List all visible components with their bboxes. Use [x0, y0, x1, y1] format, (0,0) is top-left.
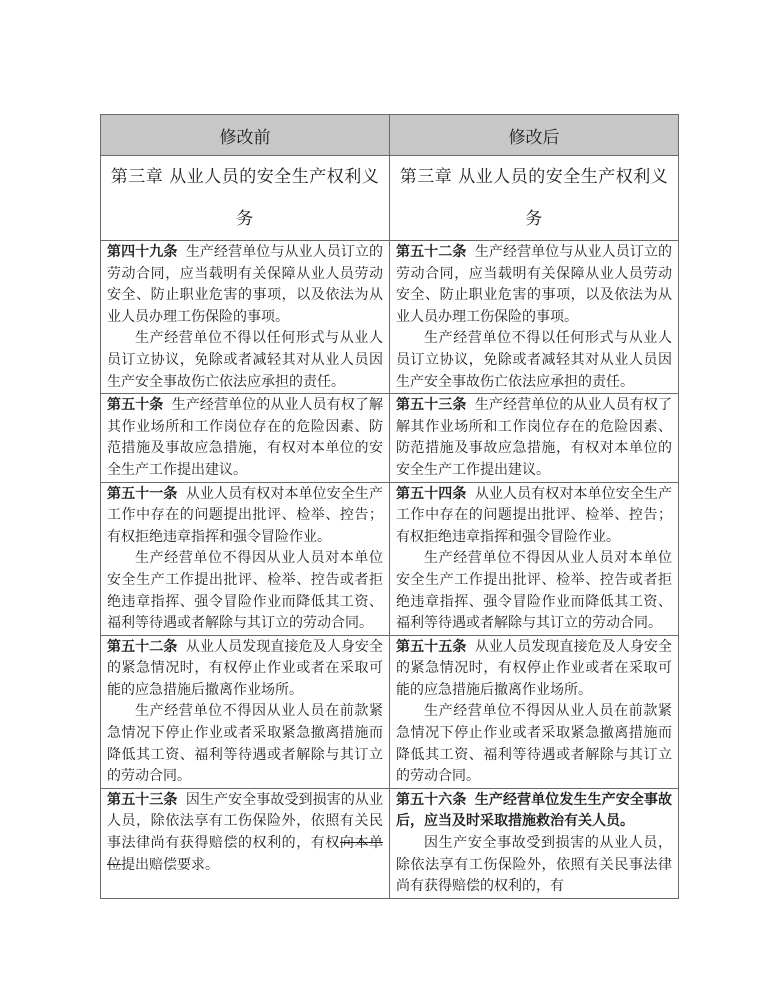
table-row: [101, 635, 679, 788]
article-text: 从业人员有权对本单位安全生产工作中存在的问题提出批评、检举、控告；有权拒绝违章指挥和强令冒险作业。: [396, 485, 673, 545]
article-number: 第五十三条: [107, 791, 178, 808]
cell-after: [390, 635, 679, 788]
article-paragraph: 生产经营单位不得因从业人员对本单位安全生产工作提出批评、检举、控告或者拒绝违章指挥、强令冒险作业而降低其工资、福利等待遇或者解除与其订立的劳动合同。: [107, 550, 383, 632]
chapter-title-before: 第三章 从业人员的安全生产权利义务: [101, 156, 390, 241]
article-number: 第五十五条: [396, 638, 467, 655]
article-number: 第五十三条: [396, 397, 467, 414]
article-paragraph: [396, 242, 672, 328]
article-text: 生产经营单位的从业人员有权了解其作业场所和工作岗位存在的危险因素、防范措施及事故应急措施，有权对本单位的安全生产工作提出建议。: [396, 397, 673, 478]
cell-before: [101, 394, 390, 482]
header-after: 修改后: [390, 115, 679, 156]
article-text: 提出赔偿要求。: [121, 856, 219, 873]
article-text: 生产经营单位与从业人员订立的劳动合同，应当载明有关保障从业人员劳动安全、防止职业危害的事项，以及依法为从业人员办理工伤保险的事项。: [396, 244, 673, 325]
article-paragraph: [396, 395, 672, 481]
cell-after: [390, 394, 679, 482]
article-text: 生产经营单位与从业人员订立的劳动合同，应当载明有关保障从业人员劳动安全、防止职业危害的事项，以及依法为从业人员办理工伤保险的事项。: [107, 244, 384, 325]
cell-after: [390, 788, 679, 898]
article-text: 生产经营单位的从业人员有权了解其作业场所和工作岗位存在的危险因素、防范措施及事故应急措施，有权对本单位的安全生产工作提出建议。: [107, 397, 384, 478]
comparison-table: [100, 114, 679, 899]
article-text: 从业人员发现直接危及人身安全的紧急情况时，有权停止作业或者在采取可能的应急措施后撤离作业场所。: [396, 638, 673, 698]
article-paragraph: 生产经营单位不得因从业人员在前款紧急情况下停止作业或者采取紧急撤离措施而降低其工资、福利等待遇或者解除与其订立的劳动合同。: [396, 703, 672, 785]
cell-before: [101, 482, 390, 635]
table-row: [101, 241, 679, 394]
article-paragraph: 因生产安全事故受到损害的从业人员，除依法享有工伤保险外，依照有关民事法律尚有获得赔偿的权利的，有: [396, 835, 672, 895]
article-paragraph: [396, 790, 672, 833]
article-number: 第五十条: [107, 397, 164, 414]
table-row: [101, 788, 679, 898]
article-paragraph: [107, 637, 383, 702]
article-paragraph: [107, 395, 383, 481]
article-paragraph: 生产经营单位不得因从业人员对本单位安全生产工作提出批评、检举、控告或者拒绝违章指挥、强令冒险作业而降低其工资、福利等待遇或者解除与其订立的劳动合同。: [396, 550, 672, 632]
article-paragraph: [107, 790, 383, 876]
cell-before: [101, 241, 390, 394]
article-paragraph: 生产经营单位不得以任何形式与从业人员订立协议，免除或者减轻其对从业人员因生产安全事故伤亡依法应承担的责任。: [107, 330, 383, 390]
table-row: [101, 394, 679, 482]
article-paragraph: [107, 242, 383, 328]
article-text: 从业人员有权对本单位安全生产工作中存在的问题提出批评、检举、控告；有权拒绝违章指挥和强令冒险作业。: [107, 485, 384, 545]
chapter-title-after: 第三章 从业人员的安全生产权利义务: [390, 156, 679, 241]
article-text: 从业人员发现直接危及人身安全的紧急情况时，有权停止作业或者在采取可能的应急措施后撤离作业场所。: [107, 638, 384, 698]
article-number: 第五十四条: [396, 485, 467, 502]
article-paragraph: [107, 484, 383, 549]
article-text: 因生产安全事故受到损害的从业人员，除依法享有工伤保险外，依照有关民事法律尚有获得赔偿的权利的，有权: [107, 791, 384, 852]
cell-before: [101, 788, 390, 898]
article-number: 第四十九条: [107, 244, 178, 260]
article-number: 第五十二条: [107, 638, 178, 655]
article-paragraph: [396, 484, 672, 549]
deleted-text: 向本单位: [107, 835, 384, 873]
added-text: 生产经营单位发生生产安全事故后，应当及时采取措施救治有关人员。: [396, 791, 673, 830]
article-paragraph: [396, 637, 672, 702]
article-paragraph: 生产经营单位不得因从业人员在前款紧急情况下停止作业或者采取紧急撤离措施而降低其工资、福利等待遇或者解除与其订立的劳动合同。: [107, 703, 383, 785]
article-paragraph: 生产经营单位不得以任何形式与从业人员订立协议，免除或者减轻其对从业人员因生产安全事故伤亡依法应承担的责任。: [396, 330, 672, 390]
table-row: [101, 482, 679, 635]
header-before: 修改前: [101, 115, 390, 156]
article-number: 第五十六条: [396, 791, 467, 808]
cell-after: [390, 241, 679, 394]
article-number: 第五十一条: [107, 485, 178, 502]
cell-before: [101, 635, 390, 788]
article-number: 第五十二条: [396, 244, 467, 260]
cell-after: [390, 482, 679, 635]
